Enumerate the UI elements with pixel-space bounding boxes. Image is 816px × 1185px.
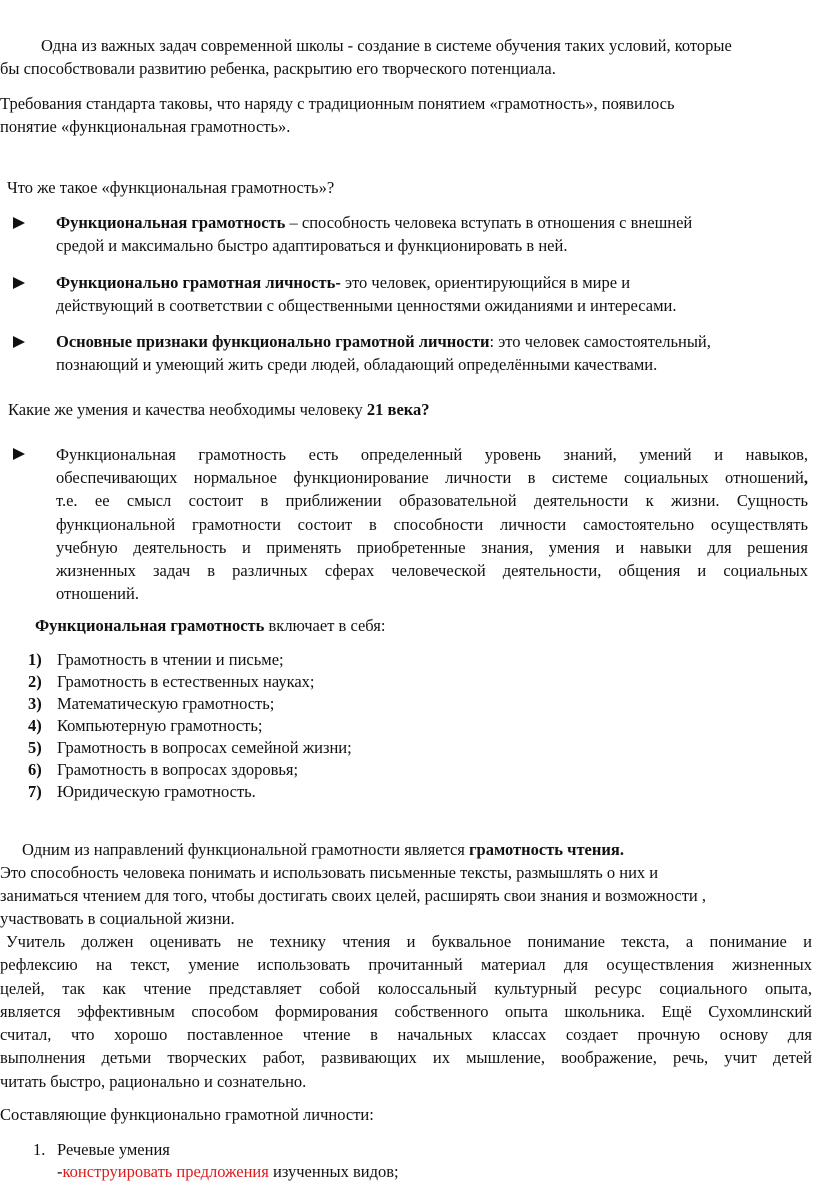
components-heading: Составляющие функционально грамотной личности: [0,1105,374,1124]
list-item: 1) Грамотность в чтении и письме; [28,650,284,669]
list-item: 2) Грамотность в естественных науках; [28,672,315,691]
triangle-bullet-icon [13,336,25,348]
literacy-list [0,649,812,803]
question-heading-2: Какие же умения и качества необходимы человеку 21 века? [8,400,430,419]
list-item: 4) Компьютерную грамотность; [28,716,263,735]
standard-paragraph: Требования стандарта таковы, что наряду с традиционным понятием «грамотность», появилось понятие «функциональная грамотность». [0,94,675,136]
includes-heading: Функциональная грамотность включает в себя: [35,616,386,635]
list-item: 3) Математическую грамотность; [28,694,275,713]
list-item: 5) Грамотность в вопросах семейной жизни; [28,738,352,757]
triangle-bullet-icon [13,277,25,289]
intro-paragraph: Одна из важных задач современной школы - создание в системе обучения таких условий, которые бы способствовали развитию ребенка, раскрытию его творческого потенциала. [0,36,732,78]
reading-paragraph: Одним из направлений функциональной грамотности является грамотность чтения. Это способность человека понимать и использовать письменные тексты, размышлять о них и заниматься чтением для того, чтобы достигать своих целей, расширять свои знания и возможности , участвовать в социальной жизни. [0,840,707,928]
list-item: -конструировать предложения изученных видов; [57,1162,399,1181]
highlighted-text: конструировать предложения [62,1162,269,1181]
list-item: 7) Юридическую грамотность. [28,782,256,801]
list-item: 6) Грамотность в вопросах здоровья; [28,760,299,779]
list-item: 1. Речевые умения [33,1140,170,1159]
components-list [0,1139,812,1183]
teacher-paragraph: Учитель должен оценивать не технику чтения и буквальное понимание текста, а понимание и рефлексию на текст, умение использовать прочитанный материал для осуществления жизненных целей, так как чтение представляет собой колоссальный культурный ресурс социального опыта, является эффективным способом формирования собственного опыта школьника. Ещё Сухомлинский считал, что хорошо поставленное чтение в начальных классах создает прочную основу для выполнения детьми творческих работ, развивающих их мышление, воображение, речь, учит детей читать быстро, рационально и сознательно. [0,932,812,1091]
document-page: Одна из важных задач современной школы - создание в системе обучения таких условий, которые бы способствовали развитию ребенка, раскрытию его творческого потенциала. Требования стандарта таковы, что наряду с традиционным понятием «грамотность», появилось понятие «функциональная грамотность». Что же такое «функциональная грамотность»? Функциональная грамотность – способность человека вступать в отношения с внешней средой и максимально быстро адаптироваться и функционировать в ней. Функционально грамотная личность- это человек, ориентирующийся в мире и действующий в соответствии с общественными ценностями ожиданиями и интересами. Основные признаки функционально грамотной личности: это человек самостоятельный, познающий и умеющий жить среди людей, обладающий определёнными качествами. Какие же умения и качества необходимы человеку 21 века? Функциональная грамотность есть определенный уровень знаний, умений и навыков, обеспечивающих нормальное функционирование личности в системе социальных отношений, т.е. ее смысл состоит в приближении образовательной деятельности к жизни. Сущность функциональной грамотности состоит в способности личности самостоятельно осуществлять учебную деятельность и применять приобретенные знания, умения и навыки для решения жизненных задач в различных сферах человеческой деятельности, общения и социальных отношений. Функциональная грамотность включает в себя: 1) Грамотность в чтении и письме; 2) Грамотность в естественных науках; 3) Математическую грамотность; 4) Компьютерную грамотность; 5) Грамотность в вопросах семейной жизни; 6) Грамотность в вопросах здоровья; 7) Юридическую грамотность. Одним из направлений функциональной грамотности является грамотность чтения. Это способность человека понимать и использовать письменные тексты, размышлять о них и заниматься чтением для того, чтобы достигать своих целей, расширять свои знания и возможности , участвовать в социальной жизни. Учитель должен оценивать не технику чтения и буквальное понимание текста, а понимание и рефлексию на текст, умение использовать прочитанный материал для осуществления жизненных целей, так как чтение представляет собой колоссальный культурный ресурс социального опыта, является эффективным способом формирования собственного опыта школьника. Ещё Сухомлинский считал, что хорошо поставленное чтение в начальных классах создает прочную основу для выполнения детьми творческих работ, развивающих их мышление, воображение, речь, учит детей читать быстро, рационально и сознательно. Составляющие функционально грамотной личности: 1. Речевые умения -конструировать предложения изученных видов; [0,0,816,1185]
question-heading: Что же такое «функциональная грамотность»? [7,178,335,197]
triangle-bullet-icon [13,217,25,229]
triangle-bullet-icon [13,448,25,460]
